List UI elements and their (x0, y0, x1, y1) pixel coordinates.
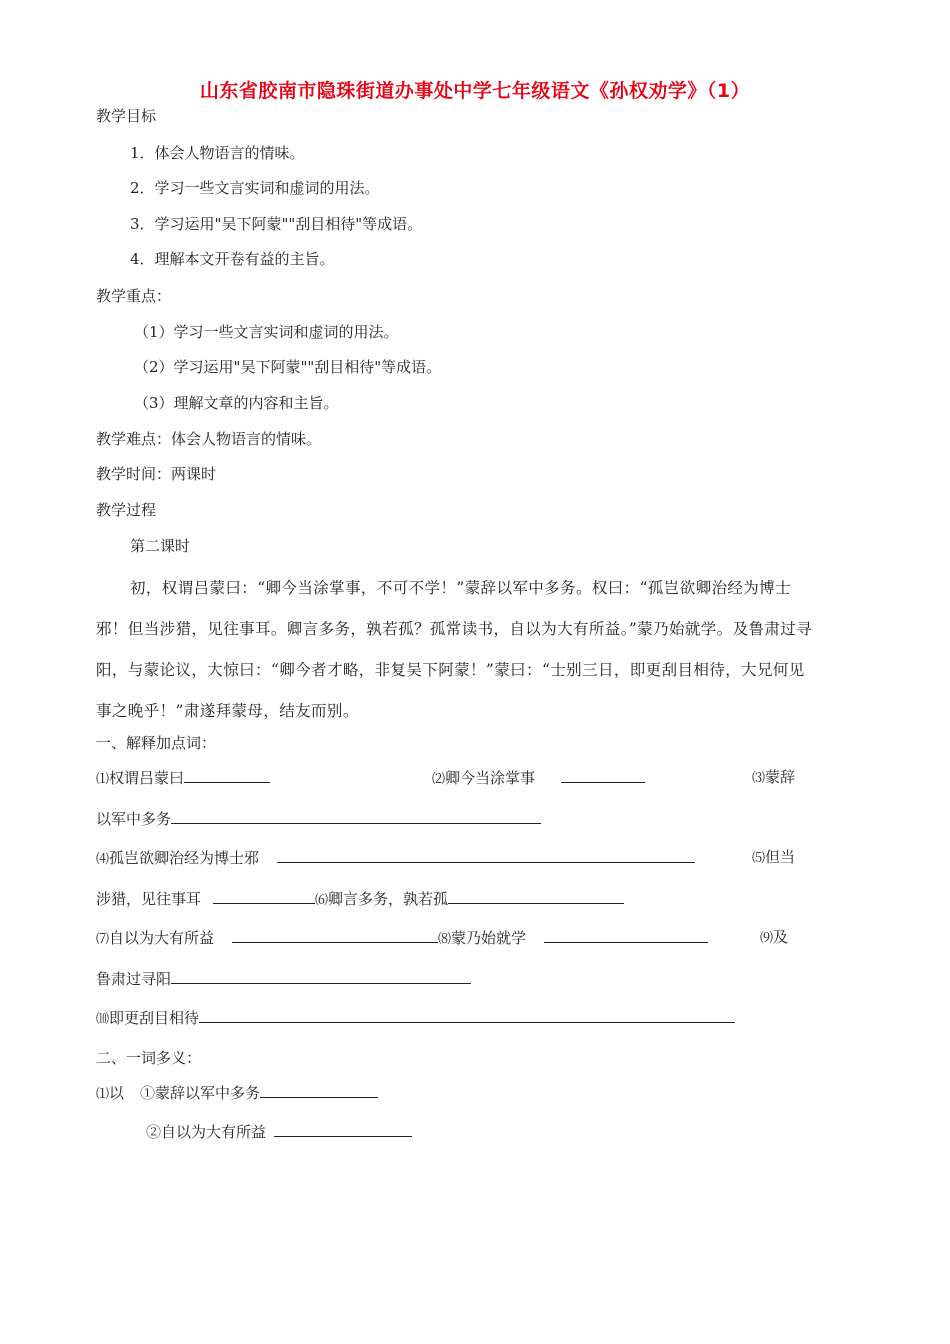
key-point-2: （2）学习运用"吴下阿蒙""刮目相待"等成语。 (134, 358, 442, 376)
q9-text-a: 及 (773, 928, 789, 946)
exercise-q9-end (96, 967, 471, 990)
poly-answer-blank-1[interactable] (260, 1081, 378, 1098)
lesson-label: 第二课时 (130, 537, 191, 555)
process-heading: 教学过程 (96, 501, 157, 519)
q5-number: ⑸ (752, 851, 766, 866)
key-point-1: （1）学习一些文言实词和虚词的用法。 (134, 323, 399, 341)
objective-1: 1．体会人物语言的情味。 (130, 144, 305, 162)
key-points-heading: 教学重点： (96, 287, 172, 305)
q9-answer-blank[interactable] (171, 967, 471, 984)
q6-text: 卿言多务，孰若孤 (328, 890, 449, 908)
q8-answer-blank[interactable] (544, 926, 708, 943)
exercise-q2 (432, 766, 645, 791)
q5-text-b: 涉猎，见往事耳 (96, 890, 202, 908)
objective-2: 2．学习一些文言实词和虚词的用法。 (130, 179, 380, 197)
q10-answer-blank[interactable] (199, 1006, 735, 1023)
q4-number: ⑷ (96, 852, 110, 867)
polysemy-row-2 (146, 1120, 412, 1143)
time-line: 教学时间：两课时 (96, 465, 217, 483)
exercise-q5-start (752, 846, 795, 870)
q5-answer-blank[interactable] (213, 887, 315, 904)
q5-text-a: 但当 (765, 848, 796, 866)
q2-text: 卿今当涂掌事 (445, 769, 536, 787)
q2-answer-blank[interactable] (561, 766, 645, 783)
passage-text: 初，权谓吕蒙曰：“卿今当涂掌事，不可不学！”蒙辞以军中多务。权曰：“孤岂欲卿治经为博士邪！但当涉猎，见往事耳。卿言多务，孰若孤？孤常读书，自以为大有所益。”蒙乃始就学。及鲁肃过寻阳，与蒙论议，大惊曰：“卿今者才略，非复吴下阿蒙！”蒙曰：“士别三日，即更刮目相待，大兄何见事之晚乎！”肃遂拜蒙母，结友而别。 (96, 579, 813, 720)
exercise-q5-end (96, 887, 624, 912)
q8-number: ⑻ (438, 932, 452, 947)
exercise-q9-start (760, 926, 788, 950)
poly-word: 以 (109, 1084, 125, 1102)
q1-text: 权谓吕蒙曰 (109, 769, 185, 787)
poly-answer-blank-2[interactable] (274, 1120, 412, 1137)
q7-number: ⑺ (96, 932, 110, 947)
exercise-q7 (96, 926, 708, 951)
exercise-q3-end (96, 807, 541, 830)
poly-number: ⑴ (96, 1087, 110, 1102)
exercise-q4 (96, 846, 695, 871)
exercise-row-1 (96, 766, 270, 791)
q4-answer-blank[interactable] (277, 846, 695, 863)
poly-item-2: ②自以为大有所益 (146, 1123, 267, 1141)
q9-text-b: 鲁肃过寻阳 (96, 970, 172, 988)
exercise-q10 (96, 1006, 735, 1031)
objective-3: 3．学习运用"吴下阿蒙""刮目相待"等成语。 (130, 215, 423, 233)
q6-answer-blank[interactable] (448, 887, 624, 904)
objective-4: 4．理解本文开卷有益的主旨。 (130, 250, 335, 268)
polysemy-row-1 (96, 1081, 378, 1106)
poly-item-1: ①蒙辞以军中多务 (140, 1084, 261, 1102)
difficulty-line: 教学难点：体会人物语言的情味。 (96, 430, 322, 448)
q2-number: ⑵ (432, 772, 446, 787)
q3-number: ⑶ (752, 771, 766, 786)
q10-text: 即更刮目相待 (109, 1009, 200, 1027)
q1-answer-blank[interactable] (184, 766, 270, 783)
q10-number: ⑽ (96, 1012, 110, 1027)
q8-text: 蒙乃始就学 (451, 929, 527, 947)
q3-text-a: 蒙辞 (765, 768, 796, 786)
objectives-heading: 教学目标 (96, 107, 157, 125)
q9-number: ⑼ (760, 931, 774, 946)
section2-heading: 二、一词多义： (96, 1049, 202, 1067)
key-point-3: （3）理解文章的内容和主旨。 (134, 394, 339, 412)
section1-heading: 一、解释加点词： (96, 734, 217, 752)
q3-text-b: 以军中多务 (96, 810, 172, 828)
exercise-q3-start (752, 766, 795, 790)
document-title: 山东省胶南市隐珠街道办事处中学七年级语文《孙权劝学》（1） (199, 80, 751, 102)
q3-answer-blank[interactable] (171, 807, 541, 824)
q1-number: ⑴ (96, 772, 110, 787)
q7-answer-blank[interactable] (232, 926, 438, 943)
q4-text: 孤岂欲卿治经为博士邪 (109, 849, 260, 867)
q7-text: 自以为大有所益 (109, 929, 215, 947)
q6-number: ⑹ (315, 893, 329, 908)
